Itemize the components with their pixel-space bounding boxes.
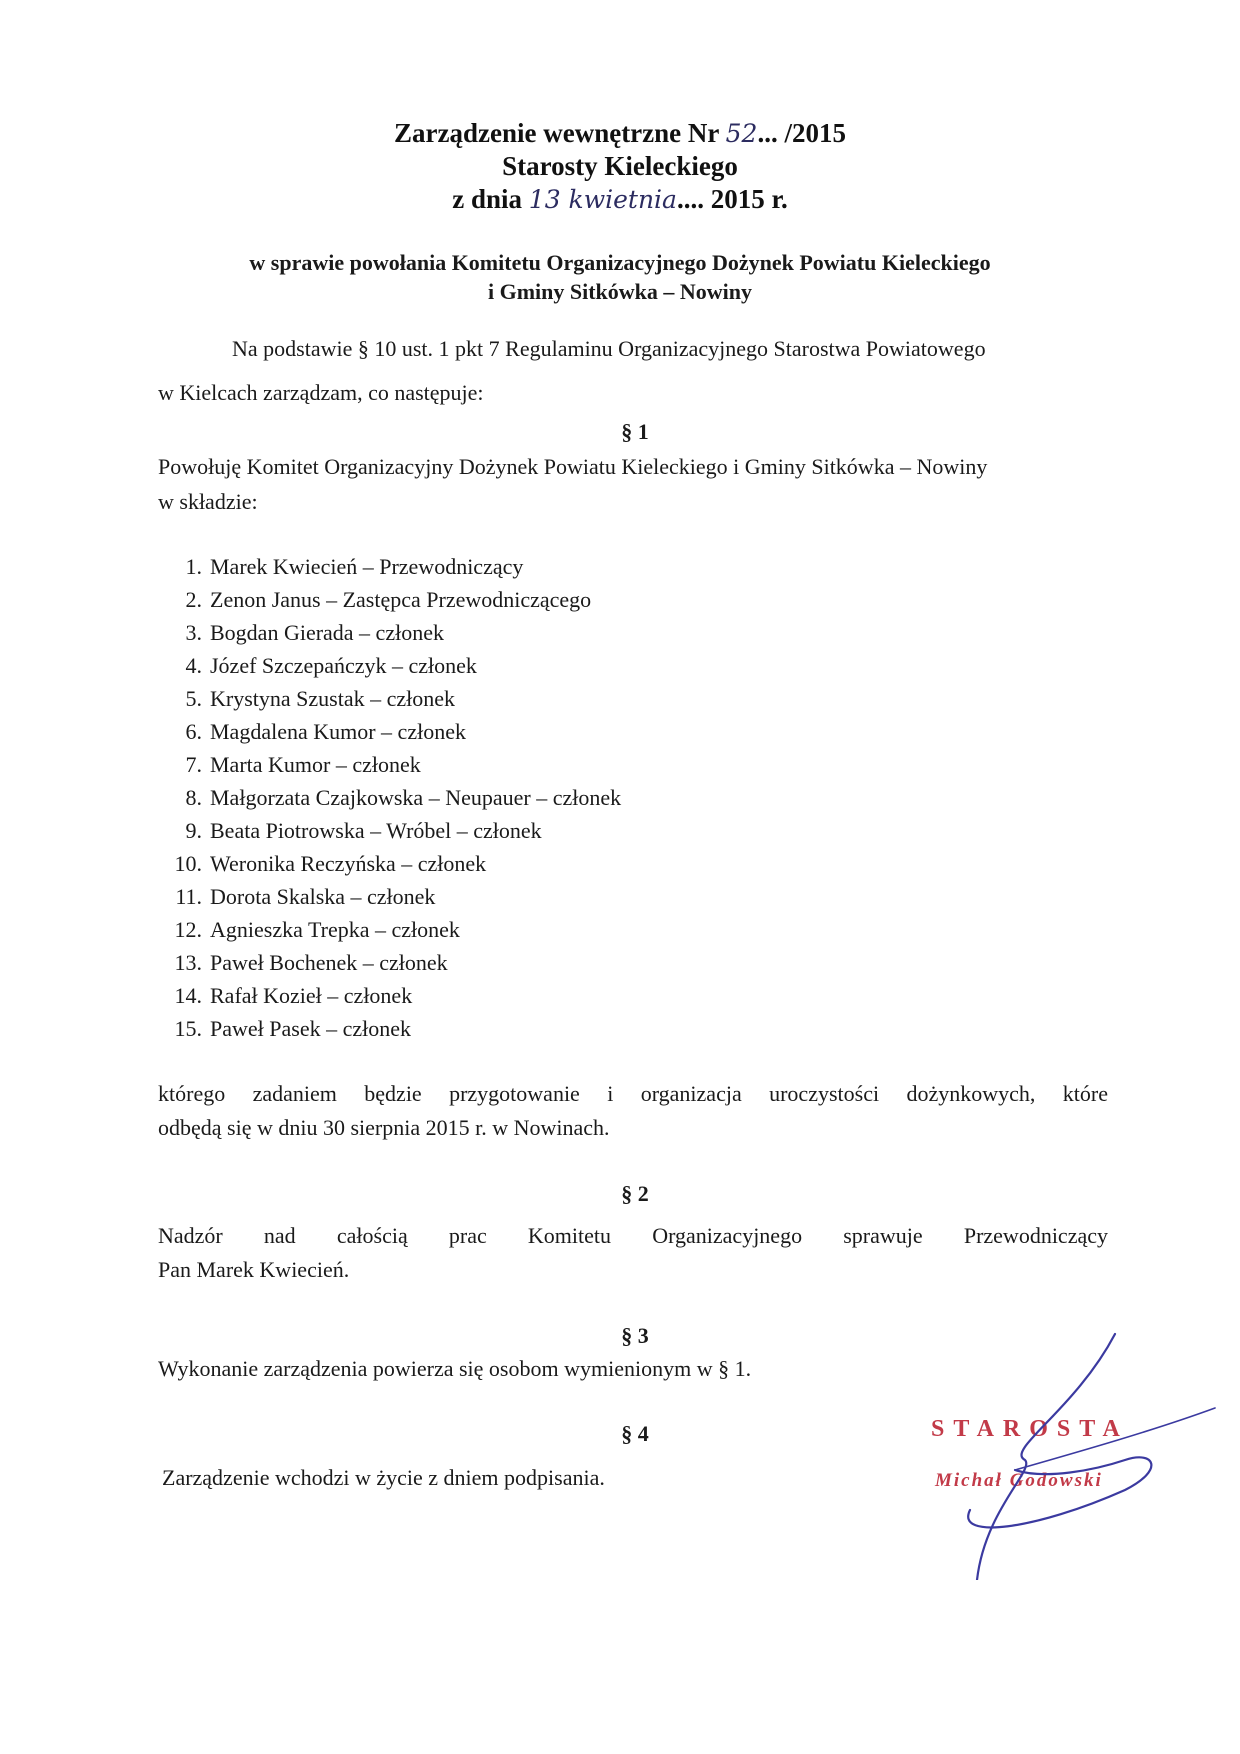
list-item-text: Rafał Kozieł – członek bbox=[210, 983, 413, 1008]
list-item bbox=[158, 1012, 621, 1045]
document-subject bbox=[0, 248, 1240, 306]
list-item-number: 2. bbox=[185, 587, 202, 612]
signature-stroke-tail bbox=[1015, 1408, 1215, 1470]
list-item-text: Krystyna Szustak – członek bbox=[210, 686, 455, 711]
list-item-number: 8. bbox=[185, 785, 202, 810]
list-item bbox=[158, 616, 621, 649]
section-1-intro-line-1: Powołuję Komitet Organizacyjny Dożynek Powiatu Kieleckiego i Gminy Sitkówka – Nowiny bbox=[158, 454, 988, 479]
issuer-line: Starosty Kieleckiego bbox=[502, 151, 738, 181]
section-3-text: Wykonanie zarządzenia powierza się osobom wymienionym w § 1. bbox=[158, 1356, 752, 1381]
list-item-text: Paweł Pasek – członek bbox=[210, 1016, 411, 1041]
list-item bbox=[158, 814, 621, 847]
list-item-number: 4. bbox=[185, 653, 202, 678]
list-item-number: 13. bbox=[174, 950, 202, 975]
section-4-heading: § 4 bbox=[621, 1421, 649, 1446]
list-item-number: 15. bbox=[174, 1016, 202, 1041]
list-item-text: Zenon Janus – Zastępca Przewodniczącego bbox=[210, 587, 592, 612]
list-item bbox=[158, 913, 621, 946]
list-item bbox=[158, 847, 621, 880]
subject-line-1: w sprawie powołania Komitetu Organizacyjnego Dożynek Powiatu Kieleckiego bbox=[249, 250, 991, 275]
section-2-line-1: Nadzór nad całością prac Komitetu Organizacyjnego sprawuje Przewodniczący bbox=[158, 1223, 1108, 1248]
starosta-stamp bbox=[925, 1330, 1225, 1580]
list-item-text: Marek Kwiecień – Przewodniczący bbox=[210, 554, 524, 579]
list-item-number: 1. bbox=[185, 554, 202, 579]
list-item bbox=[158, 715, 621, 748]
section-2-heading: § 2 bbox=[621, 1181, 649, 1206]
committee-member-list bbox=[158, 550, 621, 1045]
list-item-text: Magdalena Kumor – członek bbox=[210, 719, 466, 744]
date-dots: .... bbox=[676, 184, 704, 214]
number-dots: .. bbox=[757, 118, 771, 148]
list-item-text: Józef Szczepańczyk – członek bbox=[210, 653, 477, 678]
list-item-text: Paweł Bochenek – członek bbox=[210, 950, 448, 975]
list-item bbox=[158, 979, 621, 1012]
list-item-number: 7. bbox=[185, 752, 202, 777]
list-item-number: 5. bbox=[185, 686, 202, 711]
list-item-number: 3. bbox=[185, 620, 202, 645]
list-item-number: 14. bbox=[174, 983, 202, 1008]
date-prefix: z dnia bbox=[452, 184, 523, 214]
list-item-text: Dorota Skalska – członek bbox=[210, 884, 436, 909]
list-item-text: Bogdan Gierada – członek bbox=[210, 620, 444, 645]
title-prefix: Zarządzenie wewnętrzne Nr bbox=[394, 118, 719, 148]
list-item bbox=[158, 946, 621, 979]
list-item bbox=[158, 682, 621, 715]
subject-line-2: i Gminy Sitkówka – Nowiny bbox=[487, 279, 753, 304]
stamp-name: Michał Godowski bbox=[935, 1470, 1103, 1491]
list-item-text: Weronika Reczyńska – członek bbox=[210, 851, 487, 876]
list-item bbox=[158, 880, 621, 913]
date-suffix: 2015 r. bbox=[703, 184, 788, 214]
stamp-title: STAROSTA bbox=[931, 1416, 1129, 1442]
list-item-text: Marta Kumor – członek bbox=[210, 752, 421, 777]
date-line bbox=[0, 184, 1240, 215]
section-1-task-line-2: odbędą się w dniu 30 sierpnia 2015 r. w Nowinach. bbox=[158, 1115, 610, 1140]
list-item-text: Beata Piotrowska – Wróbel – członek bbox=[210, 818, 542, 843]
signature-stroke-vertical bbox=[977, 1334, 1115, 1580]
section-3-heading: § 3 bbox=[621, 1323, 649, 1348]
list-item-number: 9. bbox=[185, 818, 202, 843]
section-1-intro-line-2: w składzie: bbox=[158, 489, 258, 514]
section-2-line-2: Pan Marek Kwiecień. bbox=[158, 1257, 350, 1282]
handwritten-number: 52 bbox=[725, 119, 758, 148]
list-item-text: Małgorzata Czajkowska – Neupauer – członek bbox=[210, 785, 622, 810]
section-4-text: Zarządzenie wchodzi w życie z dniem podpisania. bbox=[162, 1465, 605, 1490]
section-1-task-line-1: którego zadaniem będzie przygotowanie i organizacja uroczystości dożynkowych, które bbox=[158, 1081, 1108, 1106]
handwritten-signature bbox=[925, 1330, 1225, 1580]
basis-line-1: Na podstawie § 10 ust. 1 pkt 7 Regulaminu Organizacyjnego Starostwa Powiatowego bbox=[232, 336, 986, 361]
list-item-number: 12. bbox=[174, 917, 202, 942]
list-item-number: 11. bbox=[175, 884, 202, 909]
list-item-text: Agnieszka Trepka – członek bbox=[210, 917, 460, 942]
list-item bbox=[158, 649, 621, 682]
handwritten-date: 13 kwietnia bbox=[528, 185, 677, 214]
list-item bbox=[158, 550, 621, 583]
section-1-heading: § 1 bbox=[621, 419, 649, 444]
list-item bbox=[158, 748, 621, 781]
list-item-number: 6. bbox=[185, 719, 202, 744]
list-item-number: 10. bbox=[174, 851, 202, 876]
list-item bbox=[158, 781, 621, 814]
document-title bbox=[0, 118, 1240, 149]
basis-line-2: w Kielcach zarządzam, co następuje: bbox=[158, 380, 484, 405]
title-suffix: . /2015 bbox=[770, 118, 846, 148]
list-item bbox=[158, 583, 621, 616]
